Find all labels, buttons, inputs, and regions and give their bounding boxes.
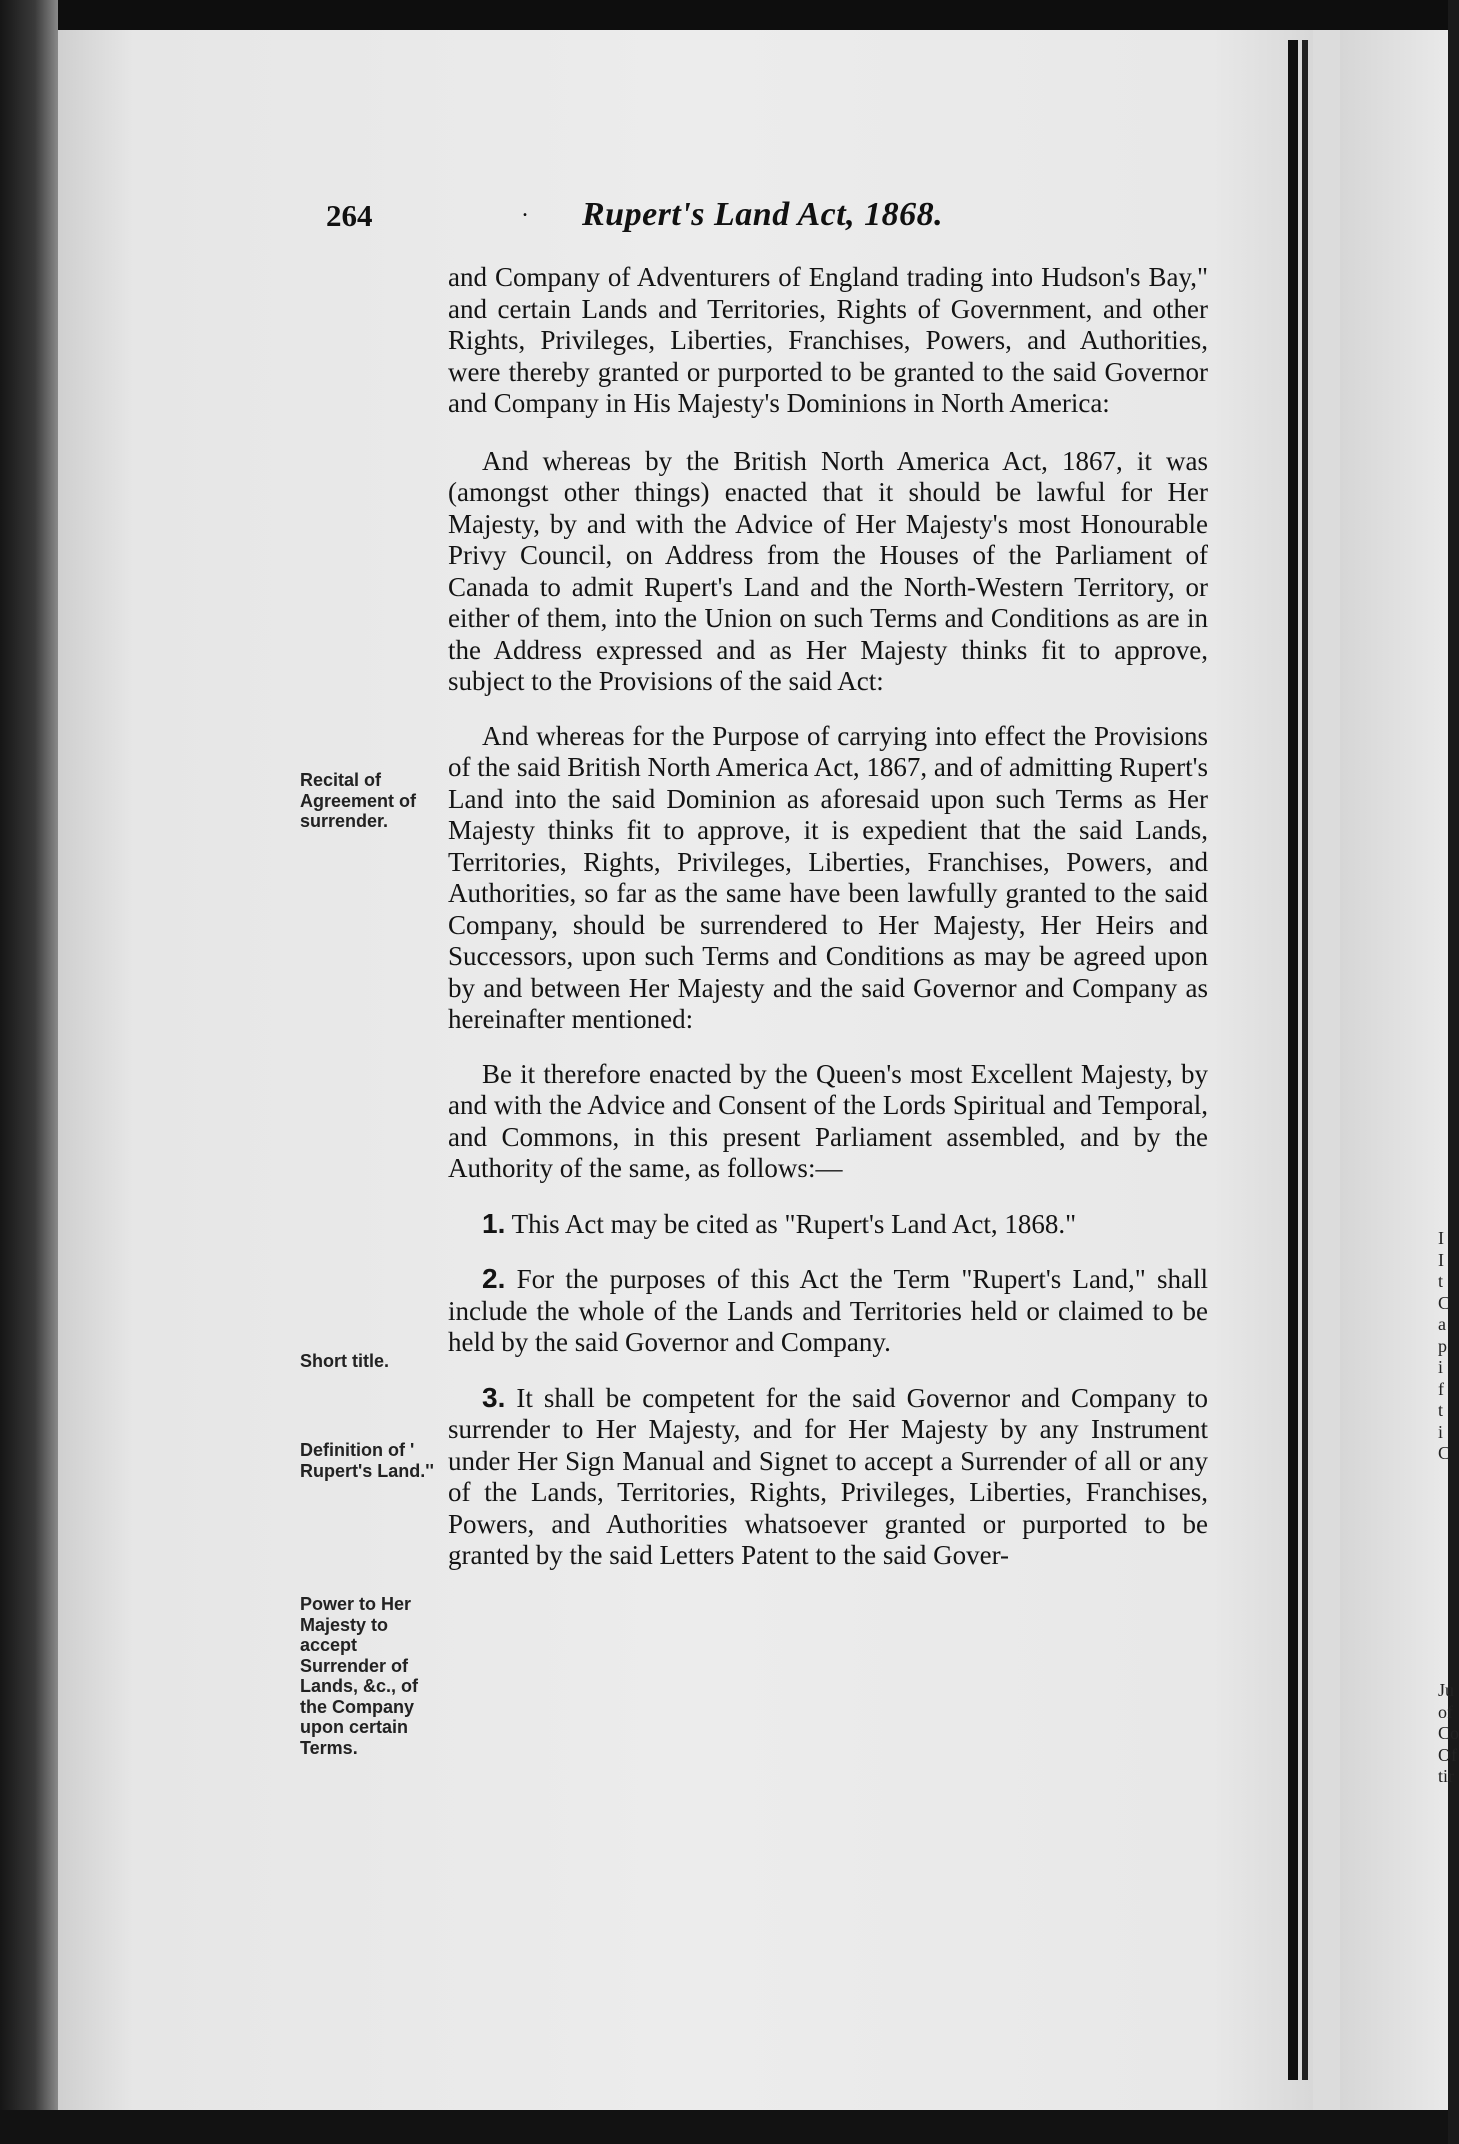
fragment: p	[1438, 1335, 1447, 1356]
facing-page-fragments	[1438, 1680, 1459, 1788]
fragment: t	[1438, 1400, 1444, 1420]
page-number: 264	[326, 198, 373, 233]
fragment: i	[1438, 1421, 1444, 1442]
margin-note-short-title: Short title.	[300, 1351, 389, 1371]
section-text: For the purposes of this Act the Term "Rupert's Land," shall include the whole of the Lands and Territories held or claimed to be held by the said Governor and Company.	[448, 1264, 1209, 1357]
section-2	[448, 1263, 1208, 1359]
fragment: Co	[1438, 1723, 1459, 1743]
section-number: 3.	[482, 1381, 506, 1413]
margin-note-definition: Definition of ' Rupert's Land.''	[300, 1440, 434, 1481]
running-title: Rupert's Land Act, 1868.	[582, 196, 944, 233]
scan-bottom-border	[0, 2110, 1448, 2144]
paragraph-enacting: Be it therefore enacted by the Queen's most Excellent Majesty, by and with the Advice and Consent of the Lords Spiritual and Temporal, and Commons, in this present Parliament assembled, and by the Authority of the same, as follows:—	[448, 1058, 1208, 1183]
fragment: a	[1438, 1314, 1446, 1334]
section-1	[448, 1208, 1208, 1241]
paragraph-whereas-1: And whereas by the British North America Act, 1867, it was (amongst other things) enacted that it should be lawful for Her Majesty, by and with the Advice of Her Majesty's most Honourable Privy Council, on Address from the Houses of the Parliament of Canada to admit Rupert's Land and the North-Western Territory, or either of them, into the Union on such Terms and Conditions as are in the Address expressed and as Her Majesty thinks fit to approve, subject to the Provisions of the said Act:	[448, 445, 1208, 696]
section-number: 1.	[482, 1207, 506, 1239]
fragment: Ju	[1438, 1680, 1455, 1700]
section-text: This Act may be cited as "Rupert's Land Act, 1868."	[511, 1208, 1077, 1239]
section-3	[448, 1382, 1208, 1572]
body-text	[448, 262, 1208, 1595]
fragment: of	[1438, 1701, 1453, 1722]
fragment: C	[1438, 1443, 1451, 1463]
fragment: f	[1438, 1378, 1444, 1399]
fragment: I	[1438, 1249, 1444, 1270]
running-head	[326, 198, 1206, 238]
paragraph-whereas-2: And whereas for the Purpose of carrying into effect the Provisions of the said British North America Act, 1867, and of admitting Rupert's Land into the said Dominion as aforesaid upon such Terms as Her Majesty thinks fit to approve, it is expedient that the said Lands, Territories, Rights, Privileges, Liberties, Franchises, Powers, and Authorities, so far as the same have been lawfully granted to the said Company, should be surrendered to Her Majesty, Her Heirs and Successors, upon such Terms and Conditions as may be agreed upon by and between Her Majesty and the said Governor and Company as hereinafter mentioned:	[448, 720, 1208, 1034]
fragment: I	[1438, 1228, 1444, 1248]
fragment: i	[1438, 1357, 1444, 1377]
section-text: It shall be competent for the said Governor and Company to surrender to Her Majesty, and for Her Majesty by any Instrument under Her Sign Manual and Signet to accept a Surrender of all or any of the Lands, Territories, Rights, Privileges, Liberties, Franchises, Powers, and Authorities whatsoever granted or purported to be granted by the said Letters Patent to the said Gover-	[448, 1382, 1208, 1570]
binding-shadow	[1302, 40, 1308, 2080]
section-number: 2.	[482, 1263, 506, 1294]
margin-note-recital: Recital of Agreement of surrender.	[300, 770, 417, 831]
book-left-edge	[0, 0, 58, 2144]
scan-top-border	[0, 0, 1448, 30]
facing-page-fragments	[1438, 1228, 1451, 1465]
paragraph-continuation: and Company of Adventurers of England trading into Hudson's Bay," and certain Lands and Territories, Rights of Government, and other Rights, Privileges, Liberties, Franchises, Powers, and Authorities, were thereby granted or purported to be granted to the said Governor and Company in His Majesty's Dominions in North America:	[448, 262, 1208, 418]
fragment: tir	[1438, 1766, 1454, 1786]
fragment: C	[1438, 1292, 1451, 1313]
binding-shadow	[1288, 40, 1298, 2080]
head-dot: .	[522, 196, 528, 222]
fragment: t	[1438, 1271, 1444, 1291]
margin-note-power: Power to Her Majesty to accept Surrender of Lands, &c., of the Company upon certain Terms.	[300, 1594, 419, 1758]
fragment: Of	[1438, 1744, 1457, 1765]
